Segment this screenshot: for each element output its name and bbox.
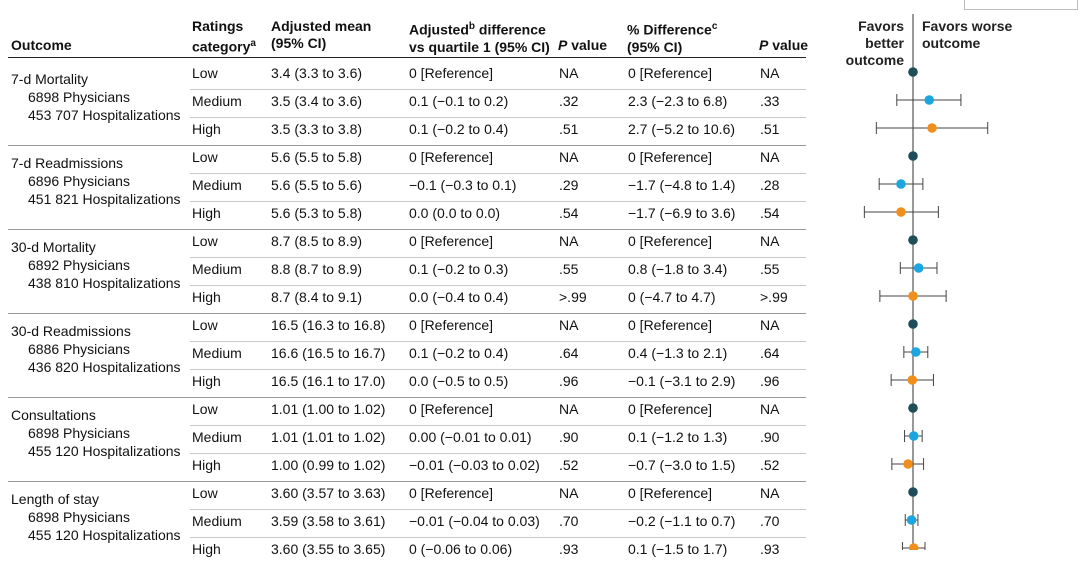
p-value-difference-cell: .52 <box>559 457 579 473</box>
pct-difference-cell: 0 [Reference] <box>628 233 713 249</box>
p-value-pct-cell: .93 <box>760 541 780 557</box>
p-value-pct-cell: .54 <box>760 205 780 221</box>
favors-worse-line2: outcome <box>922 35 981 51</box>
pct-difference-cell: −1.7 (−4.8 to 1.4) <box>628 177 736 193</box>
pct-difference-cell: −0.7 (−3.0 to 1.5) <box>628 457 736 473</box>
p-value-pct-cell: NA <box>760 401 780 417</box>
p-value-pct-cell: .70 <box>760 513 780 529</box>
point-estimate-medium <box>911 347 921 357</box>
p-value-difference-cell: .90 <box>559 429 579 445</box>
p-value-difference-cell: >.99 <box>559 289 587 305</box>
point-estimate-low <box>908 235 918 245</box>
header-adjdiff-word: Adjusted <box>409 21 469 38</box>
adjusted-difference-cell: 0.1 (−0.2 to 0.4) <box>409 345 509 361</box>
adjusted-difference-cell: 0.00 (−0.01 to 0.01) <box>409 429 532 445</box>
p-value-difference-cell: NA <box>559 65 579 81</box>
header-pct-line2: (95% CI) <box>627 38 683 55</box>
adjusted-mean-cell: 1.01 (1.00 to 1.02) <box>271 401 386 417</box>
adjusted-mean-cell: 3.59 (3.58 to 3.61) <box>271 513 386 529</box>
point-estimate-low <box>908 319 918 329</box>
physicians-count: 6898 Physicians <box>28 89 130 105</box>
favors-better-line2: outcome <box>845 52 904 68</box>
ratings-category-cell: High <box>192 289 221 305</box>
outcome-title: Length of stay <box>11 491 99 507</box>
adjusted-mean-cell: 5.6 (5.5 to 5.6) <box>271 177 363 193</box>
p-value-pct-cell: NA <box>760 233 780 249</box>
ratings-category-cell: Medium <box>192 345 242 361</box>
adjusted-mean-cell: 1.00 (0.99 to 1.02) <box>271 457 386 473</box>
p-value-pct-cell: NA <box>760 65 780 81</box>
point-estimate-medium <box>914 263 924 273</box>
pct-difference-cell: 2.7 (−5.2 to 10.6) <box>628 121 736 137</box>
favors-worse-line1: Favors worse <box>922 18 1013 34</box>
pct-difference-cell: 0 [Reference] <box>628 317 713 333</box>
adjusted-mean-cell: 5.6 (5.3 to 5.8) <box>271 205 363 221</box>
ratings-category-cell: Low <box>192 401 218 417</box>
adjusted-difference-cell: −0.1 (−0.3 to 0.1) <box>409 177 517 193</box>
p-value-difference-cell: NA <box>559 233 579 249</box>
hospitalizations-count: 436 820 Hospitalizations <box>28 359 181 375</box>
header-outcome: Outcome <box>11 37 72 53</box>
outcome-title: 7-d Readmissions <box>11 155 124 171</box>
header-adjmean-line1: Adjusted mean <box>271 18 372 34</box>
point-estimate-high <box>907 375 917 385</box>
adjusted-mean-cell: 3.4 (3.3 to 3.6) <box>271 65 363 81</box>
adjusted-mean-cell: 3.5 (3.3 to 3.8) <box>271 121 363 137</box>
ratings-category-cell: Low <box>192 65 218 81</box>
header-p1-text: value <box>567 37 608 53</box>
ratings-category-cell: Medium <box>192 93 242 109</box>
pct-difference-cell: 0 (−4.7 to 4.7) <box>628 289 716 305</box>
ratings-category-cell: High <box>192 457 221 473</box>
adjusted-mean-cell: 3.60 (3.55 to 3.65) <box>271 541 386 557</box>
ratings-category-cell: Medium <box>192 429 242 445</box>
adjusted-difference-cell: 0 [Reference] <box>409 317 494 333</box>
favors-better-line1: Favors better <box>858 18 904 51</box>
p-value-pct-cell: .28 <box>760 177 780 193</box>
adjusted-difference-cell: 0 [Reference] <box>409 233 494 249</box>
ratings-category-cell: Low <box>192 233 218 249</box>
p-value-difference-cell: .51 <box>559 121 579 137</box>
pct-difference-cell: 0.1 (−1.5 to 1.7) <box>628 541 728 557</box>
adjusted-mean-cell: 16.5 (16.3 to 16.8) <box>271 317 386 333</box>
pct-difference-cell: −0.1 (−3.1 to 2.9) <box>628 373 736 389</box>
p-value-pct-cell: NA <box>760 317 780 333</box>
ratings-category-cell: Low <box>192 485 218 501</box>
point-estimate-high <box>896 207 906 217</box>
p-value-pct-cell: NA <box>760 149 780 165</box>
point-estimate-medium <box>896 179 906 189</box>
point-estimate-low <box>908 487 918 497</box>
p-value-pct-cell: .33 <box>760 93 780 109</box>
hospitalizations-count: 453 707 Hospitalizations <box>28 107 181 123</box>
ratings-category-cell: Low <box>192 317 218 333</box>
pct-difference-cell: 0 [Reference] <box>628 401 713 417</box>
p-value-difference-cell: .32 <box>559 93 579 109</box>
header-p2-italic: P <box>759 37 769 53</box>
adjusted-mean-cell: 5.6 (5.5 to 5.8) <box>271 149 363 165</box>
physicians-count: 6896 Physicians <box>28 173 130 189</box>
adjusted-difference-cell: 0 [Reference] <box>409 65 494 81</box>
adjusted-difference-cell: 0.0 (−0.5 to 0.5) <box>409 373 509 389</box>
hospitalizations-count: 438 810 Hospitalizations <box>28 275 181 291</box>
point-estimate-high <box>908 291 918 301</box>
adjusted-difference-cell: −0.01 (−0.03 to 0.02) <box>409 457 540 473</box>
p-value-difference-cell: .93 <box>559 541 579 557</box>
point-estimate-low <box>908 403 918 413</box>
hospitalizations-count: 455 120 Hospitalizations <box>28 527 181 543</box>
header-ratings-text: category <box>192 38 251 55</box>
footnote-a: a <box>250 38 256 49</box>
physicians-count: 6892 Physicians <box>28 257 130 273</box>
p-value-difference-cell: NA <box>559 317 579 333</box>
ratings-category-cell: Medium <box>192 261 242 277</box>
p-value-difference-cell: .55 <box>559 261 579 277</box>
p-value-difference-cell: .29 <box>559 177 579 193</box>
adjusted-difference-cell: 0.1 (−0.2 to 0.3) <box>409 261 509 277</box>
ratings-category-cell: High <box>192 373 221 389</box>
adjusted-difference-cell: 0 (−0.06 to 0.06) <box>409 541 513 557</box>
p-value-difference-cell: .54 <box>559 205 579 221</box>
outcome-title: 30-d Readmissions <box>11 323 131 339</box>
point-estimate-medium <box>907 515 917 525</box>
p-value-pct-cell: >.99 <box>760 289 788 305</box>
footnote-b: b <box>468 21 475 32</box>
pct-difference-cell: 0 [Reference] <box>628 485 713 501</box>
outcome-title: Consultations <box>11 407 96 423</box>
p-value-difference-cell: .64 <box>559 345 579 361</box>
p-value-difference-cell: .70 <box>559 513 579 529</box>
p-value-pct-cell: .90 <box>760 429 780 445</box>
header-adjmean-line2: (95% CI) <box>271 35 327 51</box>
adjusted-difference-cell: 0.1 (−0.1 to 0.2) <box>409 93 509 109</box>
p-value-pct-cell: .51 <box>760 121 780 137</box>
pct-difference-cell: 0 [Reference] <box>628 149 713 165</box>
p-value-pct-cell: .52 <box>760 457 780 473</box>
adjusted-difference-cell: −0.01 (−0.04 to 0.03) <box>409 513 540 529</box>
pct-difference-cell: 0.4 (−1.3 to 2.1) <box>628 345 728 361</box>
adjusted-mean-cell: 8.7 (8.5 to 8.9) <box>271 233 363 249</box>
p-value-difference-cell: NA <box>559 485 579 501</box>
p-value-pct-cell: .96 <box>760 373 780 389</box>
physicians-count: 6898 Physicians <box>28 509 130 525</box>
adjusted-mean-cell: 3.5 (3.4 to 3.6) <box>271 93 363 109</box>
header-p2-text: value <box>768 37 809 53</box>
p-value-pct-cell: .64 <box>760 345 780 361</box>
physicians-count: 6886 Physicians <box>28 341 130 357</box>
footnote-c: c <box>711 21 718 32</box>
pct-difference-cell: 0 [Reference] <box>628 65 713 81</box>
ratings-category-cell: Medium <box>192 177 242 193</box>
adjusted-difference-cell: 0 [Reference] <box>409 149 494 165</box>
header-adjdiff-rest: difference <box>475 21 546 38</box>
header-adjdiff-line2: vs quartile 1 (95% CI) <box>409 38 550 55</box>
point-estimate-low <box>908 67 918 77</box>
adjusted-difference-cell: 0 [Reference] <box>409 485 494 501</box>
adjusted-mean-cell: 3.60 (3.57 to 3.63) <box>271 485 386 501</box>
physicians-count: 6898 Physicians <box>28 425 130 441</box>
adjusted-mean-cell: 8.8 (8.7 to 8.9) <box>271 261 363 277</box>
outcome-title: 7-d Mortality <box>11 71 89 87</box>
p-value-difference-cell: NA <box>559 149 579 165</box>
point-estimate-low <box>908 151 918 161</box>
adjusted-difference-cell: 0.0 (−0.4 to 0.4) <box>409 289 509 305</box>
adjusted-difference-cell: 0.0 (0.0 to 0.0) <box>409 205 501 221</box>
pct-difference-cell: 0.1 (−1.2 to 1.3) <box>628 429 728 445</box>
adjusted-mean-cell: 1.01 (1.01 to 1.02) <box>271 429 386 445</box>
point-estimate-high <box>927 123 937 133</box>
adjusted-difference-cell: 0 [Reference] <box>409 401 494 417</box>
adjusted-mean-cell: 16.5 (16.1 to 17.0) <box>271 373 386 389</box>
hospitalizations-count: 451 821 Hospitalizations <box>28 191 181 207</box>
header-pct-word: % Difference <box>627 21 712 38</box>
adjusted-mean-cell: 16.6 (16.5 to 16.7) <box>271 345 386 361</box>
header-p1-italic: P <box>558 37 568 53</box>
pct-difference-cell: 2.3 (−2.3 to 6.8) <box>628 93 728 109</box>
pct-difference-cell: −1.7 (−6.9 to 3.6) <box>628 205 736 221</box>
outcome-title: 30-d Mortality <box>11 239 96 255</box>
p-value-difference-cell: NA <box>559 401 579 417</box>
hospitalizations-count: 455 120 Hospitalizations <box>28 443 181 459</box>
point-estimate-high <box>909 543 919 550</box>
adjusted-difference-cell: 0.1 (−0.2 to 0.4) <box>409 121 509 137</box>
point-estimate-medium <box>909 431 919 441</box>
ratings-category-cell: High <box>192 121 221 137</box>
point-estimate-medium <box>924 95 934 105</box>
ratings-category-cell: High <box>192 541 221 557</box>
p-value-pct-cell: NA <box>760 485 780 501</box>
header-ratings-line1: Ratings <box>192 18 244 34</box>
p-value-pct-cell: .55 <box>760 261 780 277</box>
ratings-category-cell: Medium <box>192 513 242 529</box>
ratings-category-cell: Low <box>192 149 218 165</box>
p-value-difference-cell: .96 <box>559 373 579 389</box>
point-estimate-high <box>903 459 913 469</box>
ratings-category-cell: High <box>192 205 221 221</box>
adjusted-mean-cell: 8.7 (8.4 to 9.1) <box>271 289 363 305</box>
pct-difference-cell: −0.2 (−1.1 to 0.7) <box>628 513 736 529</box>
pct-difference-cell: 0.8 (−1.8 to 3.4) <box>628 261 728 277</box>
